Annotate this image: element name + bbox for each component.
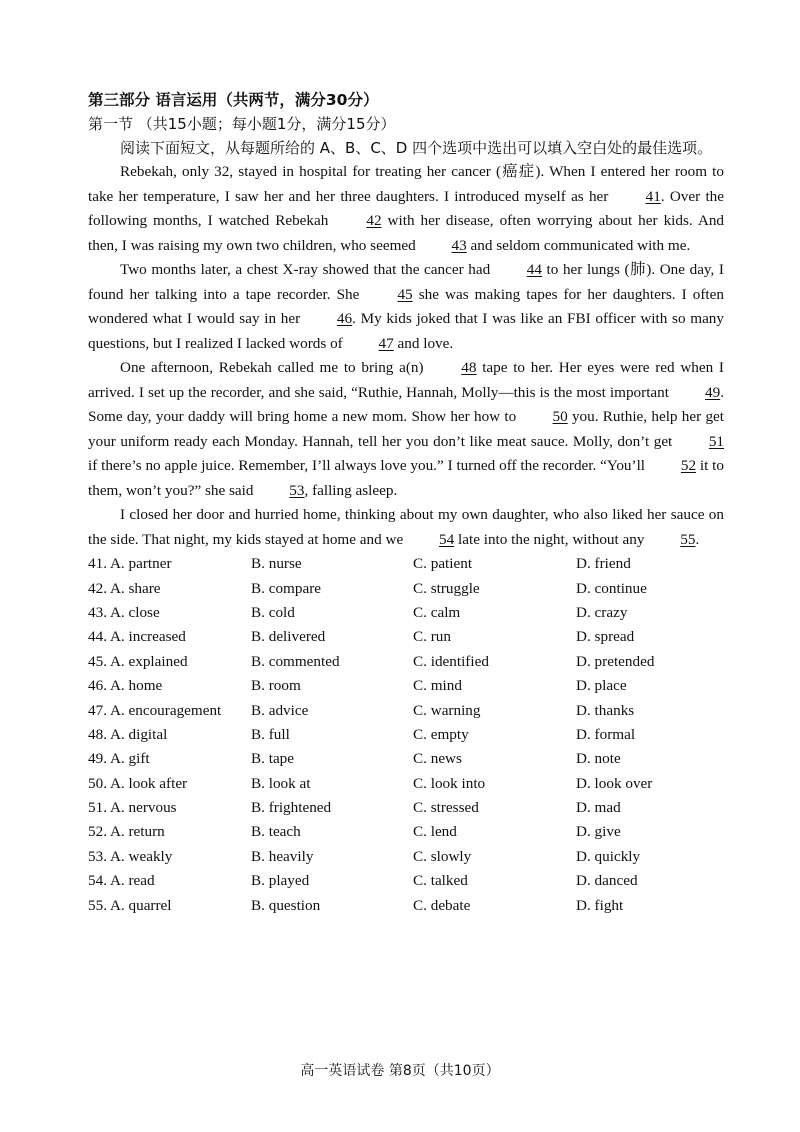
option-a: 41. A. partner (88, 555, 172, 573)
option-b: B. frightened (251, 799, 332, 817)
text-span: Rebekah, only 32, stayed in hospital for treating her cancer (癌症). When I entered her room to take her temperature, I saw her and her three daughters. I introduced myself as her (88, 163, 724, 205)
option-d: D. mad (576, 799, 621, 817)
option-c: C. patient (413, 555, 473, 573)
option-b: B. delivered (251, 628, 326, 646)
option-row (88, 650, 724, 674)
section-title: 第一节 （共15小题；每小题1分，满分15分） (88, 115, 396, 133)
text-span: . Over the following months, I watched Rebekah (88, 187, 724, 229)
option-a: 46. A. home (88, 677, 163, 695)
text-span: with her disease, often worrying about her kids. And then, I was raising my own two children, who seemed (88, 212, 725, 254)
option-c: C. mind (413, 677, 462, 695)
option-b: B. look at (251, 774, 311, 792)
option-b: B. commented (251, 652, 340, 670)
text-span: she was making tapes for her daughters. I often wondered what I would say in her (88, 285, 724, 327)
option-row (88, 747, 724, 771)
text-span: . Some day, your daddy will bring home a new mom. Show her how to (88, 383, 724, 425)
option-row (88, 601, 724, 625)
option-a: 43. A. close (88, 603, 160, 621)
option-row (88, 820, 724, 844)
blank-50: 50 (552, 408, 568, 425)
option-d: D. thanks (576, 701, 635, 719)
option-a: 53. A. weakly (88, 847, 173, 865)
option-row (88, 552, 724, 576)
option-row (88, 869, 724, 893)
option-a: 42. A. share (88, 579, 161, 597)
option-b: B. cold (251, 603, 295, 621)
option-row (88, 698, 724, 722)
option-row (88, 845, 724, 869)
option-a: 49. A. gift (88, 750, 150, 768)
option-row (88, 625, 724, 649)
option-b: B. compare (251, 579, 322, 597)
option-a: 51. A. nervous (88, 799, 177, 817)
blank-42: 42 (366, 212, 382, 229)
instructions: 阅读下面短文，从每题所给的 A、B、C、D 四个选项中选出可以填入空白处的最佳选项。 (120, 139, 713, 157)
option-c: C. debate (413, 896, 471, 914)
option-c: C. identified (413, 652, 489, 670)
text-span: and seldom communicated with me. (466, 236, 691, 254)
part-title: 第三部分 语言运用（共两节，满分30分） (88, 91, 379, 109)
blank-47: 47 (378, 334, 394, 352)
option-c: C. struggle (413, 579, 480, 597)
text-span: to her lungs (肺). One day, I found her talking into a tape recorder. She (88, 261, 724, 303)
option-a: 50. A. look after (88, 774, 188, 792)
blank-45: 45 (397, 285, 413, 303)
option-a: 55. A. quarrel (88, 896, 172, 914)
option-c: C. lend (413, 823, 457, 841)
option-b: B. teach (251, 823, 301, 841)
option-b: B. nurse (251, 555, 302, 573)
option-c: C. calm (413, 603, 461, 621)
option-a: 47. A. encouragement (88, 701, 222, 719)
text-span: . (695, 530, 700, 548)
text-span: Two months later, a chest X-ray showed that the cancer had (120, 261, 495, 278)
option-c: C. run (413, 628, 451, 646)
option-row (88, 723, 724, 747)
blank-54: 54 (439, 530, 455, 548)
option-a: 45. A. explained (88, 652, 188, 670)
option-a: 48. A. digital (88, 725, 168, 743)
option-c: C. empty (413, 725, 469, 743)
option-d: D. continue (576, 579, 647, 597)
option-c: C. look into (413, 774, 486, 792)
blank-41: 41 (645, 187, 661, 205)
option-row (88, 796, 724, 820)
option-c: C. news (413, 750, 462, 768)
text-span: and love. (393, 334, 454, 352)
text-span: I closed her door and hurried home, thinking about my own daughter, who also liked her sauce on the side. That night, my kids stayed at home and we (88, 506, 724, 548)
option-c: C. warning (413, 701, 481, 719)
paragraph-3 (88, 356, 724, 503)
text-span: if there’s no apple juice. Remember, I’ll always love you.” I turned off the recorder. “You’ll (88, 457, 649, 474)
text-span: One afternoon, Rebekah called me to bring a(n) (120, 359, 430, 376)
option-row (88, 674, 724, 698)
option-b: B. played (251, 872, 310, 890)
option-d: D. pretended (576, 652, 655, 670)
option-d: D. formal (576, 725, 636, 743)
text-span: you. Ruthie, help her get your uniform ready each Monday. Hannah, tell her you don’t like meat sauce. Molly, don’t get (88, 408, 724, 450)
blank-53: 53 (289, 481, 305, 499)
paragraph-2 (88, 258, 724, 356)
option-d: D. look over (576, 774, 653, 792)
option-d: D. quickly (576, 847, 641, 865)
option-a: 52. A. return (88, 823, 165, 841)
text-span: late into the night, without any (454, 530, 649, 548)
blank-48: 48 (461, 359, 477, 376)
option-d: D. give (576, 823, 621, 841)
options-list (88, 552, 724, 918)
paragraph-4 (88, 503, 724, 552)
option-b: B. advice (251, 701, 309, 719)
exam-page (88, 88, 724, 918)
option-b: B. room (251, 677, 301, 695)
text-span: . My kids joked that I was like an FBI officer with so many questions, but I realized I lacked words of (88, 310, 724, 352)
blank-46: 46 (336, 310, 353, 327)
option-row (88, 576, 724, 600)
blank-43: 43 (451, 236, 467, 254)
blank-55: 55 (680, 530, 696, 548)
blank-52: 52 (680, 457, 697, 474)
option-b: B. full (251, 725, 290, 743)
option-row (88, 772, 724, 796)
page-footer: 高一英语试卷 第8页（共10页） (300, 1063, 500, 1079)
option-row (88, 893, 724, 917)
option-b: B. question (251, 896, 321, 914)
option-d: D. friend (576, 555, 631, 573)
blank-44: 44 (526, 261, 542, 278)
option-d: D. crazy (576, 603, 628, 621)
option-d: D. fight (576, 896, 624, 914)
option-a: 44. A. increased (88, 628, 186, 646)
option-d: D. danced (576, 872, 638, 890)
option-a: 54. A. read (88, 872, 155, 890)
option-d: D. note (576, 750, 621, 768)
option-c: C. stressed (413, 799, 479, 817)
option-b: B. heavily (251, 847, 314, 865)
text-span: it to them, won’t you?” she said (88, 457, 724, 499)
option-c: C. slowly (413, 847, 472, 865)
option-b: B. tape (251, 750, 295, 768)
paragraph-1 (88, 160, 724, 258)
option-d: D. spread (576, 628, 635, 646)
blank-51: 51 (708, 432, 724, 450)
text-span: tape to her. Her eyes were red when I arrived. I set up the recorder, and she said, “Ruthie, Hannah, Molly—this is the most important (88, 359, 724, 401)
option-d: D. place (576, 677, 627, 695)
option-c: C. talked (413, 872, 468, 890)
blank-49: 49 (705, 383, 721, 401)
text-span: , falling asleep. (304, 481, 398, 499)
